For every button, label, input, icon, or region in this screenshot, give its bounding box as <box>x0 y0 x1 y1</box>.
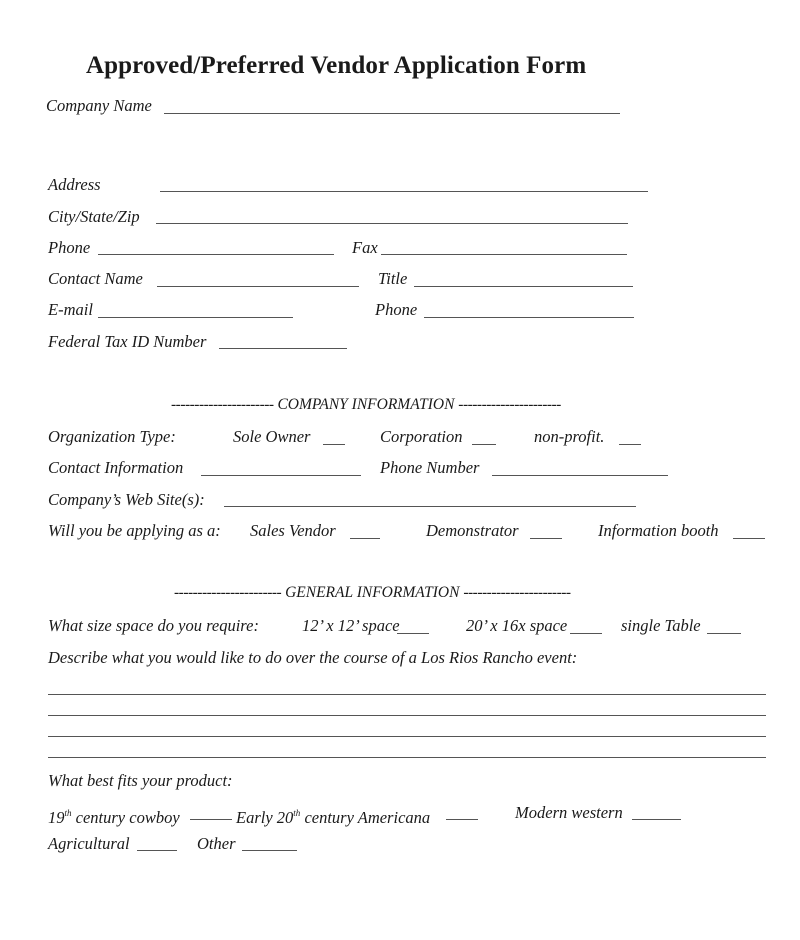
contact-name-label: Contact Name <box>48 269 143 288</box>
city-state-zip-label: City/State/Zip <box>48 207 140 226</box>
phone2-label: Phone <box>375 300 418 319</box>
phone2-field[interactable] <box>424 317 634 318</box>
org-option-corporation-label: Corporation <box>380 427 463 446</box>
phone-label: Phone <box>48 238 91 257</box>
describe-line-2[interactable] <box>48 715 766 716</box>
product-19th-century-cowboy-field[interactable] <box>190 819 232 820</box>
contact-information-field[interactable] <box>201 475 361 476</box>
applying-information-booth-label: Information booth <box>598 521 719 540</box>
product-other-label: Other <box>197 834 236 853</box>
space-20x16-label: 20’ x 16x space <box>466 616 568 635</box>
company-name-field[interactable] <box>164 113 620 114</box>
describe-line-1[interactable] <box>48 694 766 695</box>
applying-as-label: Will you be applying as a: <box>48 521 221 540</box>
applying-demonstrator-field[interactable] <box>530 538 562 539</box>
address-label: Address <box>48 175 101 194</box>
product-modern-western-label: Modern western <box>515 803 623 822</box>
organization-type-label: Organization Type: <box>48 427 176 446</box>
americana-text: century Americana <box>304 808 431 827</box>
general-information-heading <box>174 583 571 603</box>
address-field[interactable] <box>160 191 648 192</box>
applying-information-booth-field[interactable] <box>733 538 765 539</box>
product-agricultural-field[interactable] <box>137 850 177 851</box>
website-label: Company’s Web Site(s): <box>48 490 205 509</box>
space-size-label: What size space do you require: <box>48 616 259 635</box>
contact-name-field[interactable] <box>157 286 359 287</box>
heading-dashes-right: ----------------------- <box>463 584 571 601</box>
title-label: Title <box>378 269 408 288</box>
cowboy-text: century cowboy <box>75 808 180 827</box>
space-single-table-field[interactable] <box>707 633 741 634</box>
americana-superscript: th <box>293 808 301 818</box>
org-option-sole-owner-label: Sole Owner <box>233 427 311 446</box>
heading-dashes-left: ----------------------- <box>174 584 282 601</box>
heading-text: COMPANY INFORMATION <box>277 396 455 413</box>
product-early-20th-americana-field[interactable] <box>446 819 478 820</box>
space-single-table-label: single Table <box>621 616 701 635</box>
product-early-20th-americana-label <box>236 803 430 828</box>
federal-tax-id-label: Federal Tax ID Number <box>48 332 207 351</box>
federal-tax-id-field[interactable] <box>219 348 347 349</box>
form-title: Approved/Preferred Vendor Application Form <box>86 52 587 79</box>
cowboy-superscript: th <box>64 808 72 818</box>
applying-demonstrator-label: Demonstrator <box>426 521 519 540</box>
fax-field[interactable] <box>381 254 627 255</box>
applying-sales-vendor-label: Sales Vendor <box>250 521 336 540</box>
email-field[interactable] <box>98 317 293 318</box>
product-19th-century-cowboy-label <box>48 803 180 828</box>
fax-label: Fax <box>352 238 378 257</box>
city-state-zip-field[interactable] <box>156 223 628 224</box>
space-20x16-field[interactable] <box>570 633 602 634</box>
phone-field[interactable] <box>98 254 334 255</box>
product-agricultural-label: Agricultural <box>48 834 130 853</box>
applying-sales-vendor-field[interactable] <box>350 538 380 539</box>
website-field[interactable] <box>224 506 636 507</box>
product-label: What best fits your product: <box>48 771 233 790</box>
product-other-field[interactable] <box>242 850 297 851</box>
phone-number-label: Phone Number <box>380 458 480 477</box>
email-label: E-mail <box>48 300 93 319</box>
org-option-nonprofit-field[interactable] <box>619 444 641 445</box>
org-option-sole-owner-field[interactable] <box>323 444 345 445</box>
heading-text: GENERAL INFORMATION <box>285 584 460 601</box>
space-12x12-field[interactable] <box>397 633 429 634</box>
product-modern-western-field[interactable] <box>632 819 681 820</box>
heading-dashes-left: ---------------------- <box>171 396 274 413</box>
phone-number-field[interactable] <box>492 475 668 476</box>
heading-dashes-right: ---------------------- <box>458 396 561 413</box>
describe-line-3[interactable] <box>48 736 766 737</box>
org-option-corporation-field[interactable] <box>472 444 496 445</box>
company-name-label: Company Name <box>46 96 152 115</box>
describe-line-4[interactable] <box>48 757 766 758</box>
org-option-nonprofit-label: non-profit. <box>534 427 605 446</box>
americana-prefix: Early 20 <box>236 808 294 827</box>
title-field[interactable] <box>414 286 633 287</box>
describe-label: Describe what you would like to do over the course of a Los Rios Rancho event: <box>48 648 578 667</box>
space-12x12-label: 12’ x 12’ space <box>302 616 400 635</box>
company-information-heading <box>171 395 561 415</box>
contact-information-label: Contact Information <box>48 458 184 477</box>
cowboy-number: 19 <box>48 808 65 827</box>
